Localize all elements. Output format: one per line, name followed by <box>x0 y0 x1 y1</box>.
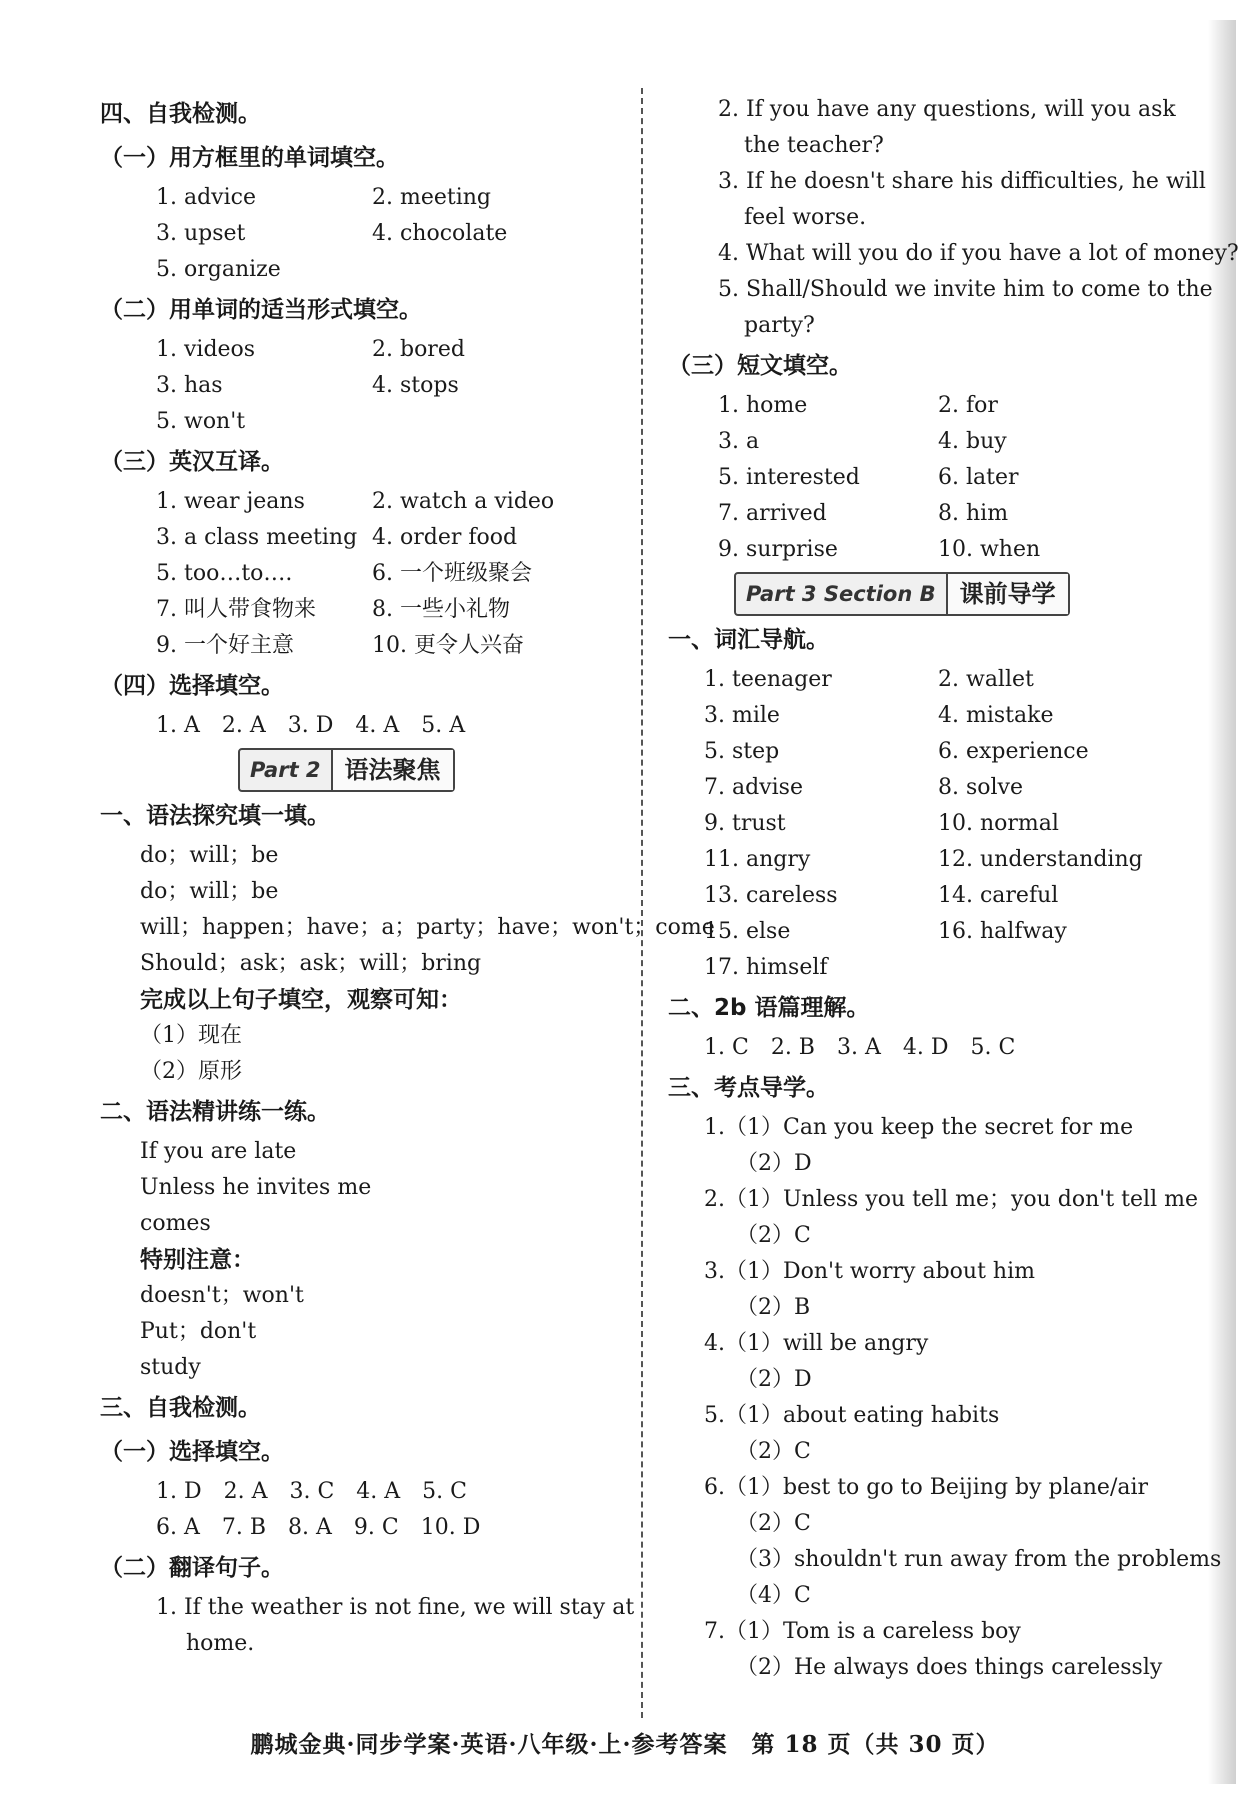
answer-line: Unless he invites me <box>140 1175 372 1200</box>
answer-item: 8. him <box>938 501 1009 526</box>
answer-item: 3. a class meeting <box>156 525 358 550</box>
answer-item: 5. organize <box>156 257 281 282</box>
exam-point-line: （2）C <box>736 1439 811 1464</box>
exam-point-line: （2）He always does things carelessly <box>736 1655 1163 1680</box>
part2-badge <box>238 748 455 792</box>
answer-item: 9. surprise <box>718 537 838 562</box>
answer-row <box>100 628 620 664</box>
answer-item: 1. wear jeans <box>156 489 305 514</box>
answer-item: 5. interested <box>718 465 860 490</box>
exam-point-line: （4）C <box>736 1583 811 1608</box>
note-title: 完成以上句子填空，观察可知： <box>140 987 462 1013</box>
answer-row <box>100 368 620 404</box>
subsection-title: （三）短文填空。 <box>668 353 852 379</box>
exam-point-line: （2）C <box>736 1511 811 1536</box>
section-title: 二、2b 语篇理解。 <box>668 995 870 1021</box>
translation-line: 4. What will you do if you have a lot of money? <box>718 241 1239 266</box>
section-title: 三、自我检测。 <box>100 1395 261 1421</box>
answer-row <box>668 950 1193 986</box>
translation-line: 5. Shall/Should we invite him to come to the <box>718 277 1213 302</box>
section-title: 三、考点导学。 <box>668 1075 829 1101</box>
answer-item: 9. 一个好主意 <box>156 633 294 658</box>
answer-row <box>100 332 620 368</box>
answer-row <box>100 484 620 520</box>
answer-item: 4. buy <box>938 429 1007 454</box>
answer-item: 10. normal <box>938 811 1059 836</box>
answer-row <box>668 388 1193 424</box>
choice-answers: 6. A 7. B 8. A 9. C 10. D <box>156 1515 481 1540</box>
choice-answers: 1. D 2. A 3. C 4. A 5. C <box>156 1479 467 1504</box>
answer-item: 2. bored <box>372 337 465 362</box>
exam-point-line: （2）B <box>736 1295 811 1320</box>
exam-point-line: 3.（1）Don't worry about him <box>704 1259 1035 1284</box>
page-footer: 鹏城金典·同步学案·英语·八年级·上·参考答案 第 18 页（共 30 页） <box>250 1731 1000 1758</box>
answer-item: 10. when <box>938 537 1041 562</box>
exam-point-line: 7.（1）Tom is a careless boy <box>704 1619 1021 1644</box>
badge-part-label: Part 3 Section B <box>746 582 936 606</box>
translation-line: party? <box>744 313 815 338</box>
answer-line: do；will；be <box>140 879 279 904</box>
note-line: study <box>140 1355 201 1380</box>
answer-row <box>668 806 1193 842</box>
note-line: （2）原形 <box>140 1059 242 1084</box>
answer-item: 7. advise <box>704 775 803 800</box>
answer-row <box>668 496 1193 532</box>
exam-point-line: 2.（1）Unless you tell me；you don't tell me <box>704 1187 1198 1212</box>
answer-line: do；will；be <box>140 843 279 868</box>
translation-line: 1. If the weather is not fine, we will stay at <box>156 1595 635 1620</box>
subsection-title: （一）用方框里的单词填空。 <box>100 145 399 171</box>
note-line: doesn't；won't <box>140 1283 304 1308</box>
note-title: 特别注意： <box>140 1247 255 1273</box>
subsection-title: （三）英汉互译。 <box>100 449 284 475</box>
subsection-title: （二）翻译句子。 <box>100 1555 284 1581</box>
answer-line: will；happen；have；a；party；have；won't；come <box>140 915 715 940</box>
answer-item: 3. has <box>156 373 223 398</box>
answer-item: 1. advice <box>156 185 256 210</box>
answer-line: comes <box>140 1211 211 1236</box>
translation-line: feel worse. <box>744 205 867 230</box>
answer-item: 9. trust <box>704 811 786 836</box>
answer-item: 2. wallet <box>938 667 1034 692</box>
exam-point-line: （3）shouldn't run away from the problems <box>736 1547 1222 1572</box>
answer-row <box>668 424 1193 460</box>
answer-item: 3. mile <box>704 703 780 728</box>
left-column <box>100 92 715 1662</box>
answer-item: 12. understanding <box>938 847 1143 872</box>
subsection-title: （二）用单词的适当形式填空。 <box>100 297 422 323</box>
answer-item: 5. too…to…. <box>156 561 293 586</box>
badge-title: 语法聚焦 <box>331 750 453 790</box>
answer-item: 1. home <box>718 393 808 418</box>
exam-point-line: （2）C <box>736 1223 811 1248</box>
exam-point-line: （2）D <box>736 1367 812 1392</box>
answer-item: 8. solve <box>938 775 1024 800</box>
answer-row <box>668 460 1193 496</box>
answer-item: 4. mistake <box>938 703 1054 728</box>
answer-item: 5. step <box>704 739 780 764</box>
answer-item: 3. upset <box>156 221 246 246</box>
answer-item: 16. halfway <box>938 919 1067 944</box>
answer-row <box>668 878 1193 914</box>
badge-title: 课前导学 <box>946 574 1068 614</box>
answer-line: If you are late <box>140 1139 297 1164</box>
exam-point-line: （2）D <box>736 1151 812 1176</box>
section-title: 一、语法探究填一填。 <box>100 803 330 829</box>
answer-item: 4. chocolate <box>372 221 508 246</box>
answer-row <box>100 520 620 556</box>
answer-row <box>100 556 620 592</box>
answer-item: 17. himself <box>704 955 828 980</box>
answer-row <box>668 662 1193 698</box>
part3-badge-wrap <box>668 568 1193 618</box>
part2-badge-wrap <box>100 744 620 794</box>
answer-item: 3. a <box>718 429 760 454</box>
exam-point-line: 4.（1）will be angry <box>704 1331 929 1356</box>
section-title: 四、自我检测。 <box>100 101 261 127</box>
translation-line: 2. If you have any questions, will you ask <box>718 97 1176 122</box>
answer-row <box>100 180 620 216</box>
exam-point-line: 5.（1）about eating habits <box>704 1403 1000 1428</box>
translation-line: 3. If he doesn't share his difficulties, he will <box>718 169 1206 194</box>
choice-answers: 1. C 2. B 3. A 4. D 5. C <box>704 1035 1016 1060</box>
answer-row <box>668 698 1193 734</box>
answer-row <box>100 404 620 440</box>
section-title: 二、语法精讲练一练。 <box>100 1099 330 1125</box>
answer-item: 6. later <box>938 465 1019 490</box>
translation-line: home. <box>186 1631 255 1656</box>
note-line: （1）现在 <box>140 1023 242 1048</box>
answer-row <box>100 252 620 288</box>
subsection-title: （一）选择填空。 <box>100 1439 284 1465</box>
answer-item: 1. teenager <box>704 667 832 692</box>
answer-item: 4. stops <box>372 373 459 398</box>
note-line: Put；don't <box>140 1319 257 1344</box>
answer-item: 1. videos <box>156 337 256 362</box>
answer-item: 13. careless <box>704 883 838 908</box>
exam-point-line: 6.（1）best to go to Beijing by plane/air <box>704 1475 1149 1500</box>
answer-row <box>668 914 1193 950</box>
answer-item: 15. else <box>704 919 791 944</box>
choice-answers: 1. A 2. A 3. D 4. A 5. A <box>156 713 466 738</box>
answer-item: 14. careful <box>938 883 1059 908</box>
answer-row <box>668 770 1193 806</box>
answer-item: 2. for <box>938 393 998 418</box>
exam-point-line: 1.（1）Can you keep the secret for me <box>704 1115 1134 1140</box>
part3-badge <box>734 572 1070 616</box>
answer-row <box>100 216 620 252</box>
answer-item: 2. meeting <box>372 185 492 210</box>
subsection-title: （四）选择填空。 <box>100 673 284 699</box>
answer-row <box>668 532 1193 568</box>
answer-item: 11. angry <box>704 847 811 872</box>
answer-item: 7. arrived <box>718 501 827 526</box>
section-title: 一、词汇导航。 <box>668 627 829 653</box>
answer-item: 4. order food <box>372 525 518 550</box>
answer-item: 8. 一些小礼物 <box>372 597 510 622</box>
answer-item: 6. experience <box>938 739 1089 764</box>
column-divider <box>641 88 643 1718</box>
answer-item: 5. won't <box>156 409 246 434</box>
answer-row <box>668 842 1193 878</box>
answer-row <box>100 592 620 628</box>
answer-line: Should；ask；ask；will；bring <box>140 951 482 976</box>
translation-line: the teacher? <box>744 133 884 158</box>
right-column <box>668 92 1239 1686</box>
badge-part-label: Part 2 <box>250 758 321 782</box>
answer-item: 7. 叫人带食物来 <box>156 597 316 622</box>
answer-row <box>668 734 1193 770</box>
answer-item: 2. watch a video <box>372 489 555 514</box>
answer-item: 6. 一个班级聚会 <box>372 561 532 586</box>
answer-item: 10. 更令人兴奋 <box>372 633 524 658</box>
